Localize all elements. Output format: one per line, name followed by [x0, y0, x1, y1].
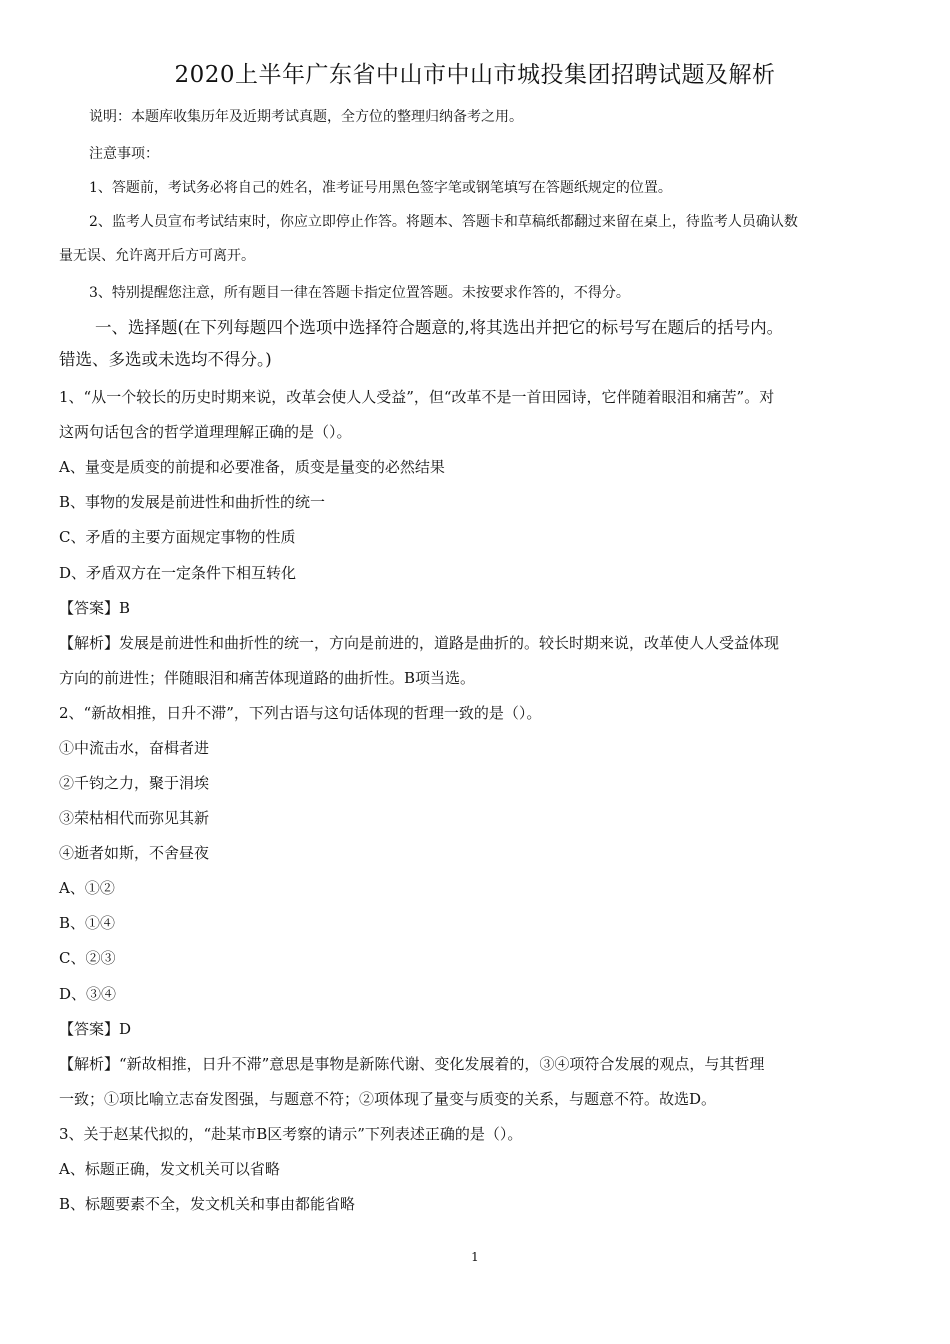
attention-label: 注意事项： — [89, 146, 159, 162]
attention-item-3: 3、特别提醒您注意，所有题目一律在答题卡指定位置答题。未按要求作答的，不得分。 — [89, 285, 630, 301]
question-2-analysis: 【解析】“新故相推，日升不滞”意思是事物是新陈代谢、变化发展着的，③④项符合发展的观点，与其哲理 — [59, 1055, 765, 1073]
question-2-option-d: D、③④ — [59, 985, 117, 1003]
question-1-stem-cont: 这两句话包含的哲学道理理解正确的是（）。 — [59, 423, 352, 441]
question-2-answer: 【答案】D — [59, 1020, 132, 1038]
question-3-option-b: B、标题要素不全，发文机关和事由都能省略 — [59, 1195, 356, 1213]
question-2-item-3: ③荣枯相代而弥见其新 — [59, 809, 210, 827]
question-3-stem: 3、关于赵某代拟的，“赴某市B区考察的请示”下列表述正确的是（）。 — [59, 1125, 523, 1143]
attention-item-2: 2、监考人员宣布考试结束时，你应立即停止作答。将题本、答题卡和草稿纸都翻过来留在桌上，待监考人员确认数 — [89, 214, 798, 230]
question-3-option-a: A、标题正确，发文机关可以省略 — [59, 1160, 280, 1178]
question-1-option-c: C、矛盾的主要方面规定事物的性质 — [59, 528, 296, 546]
question-2-analysis-cont: 一致；①项比喻立志奋发图强，与题意不符；②项体现了量变与质变的关系，与题意不符。故选D。 — [59, 1090, 717, 1108]
attention-item-2-cont: 量无误、允许离开后方可离开。 — [59, 248, 255, 264]
question-1-answer: 【答案】B — [59, 599, 131, 617]
section-heading: 一、选择题(在下列每题四个选项中选择符合题意的,将其选出并把它的标号写在题后的括号内。 — [95, 318, 784, 337]
question-2-item-4: ④逝者如斯，不舍昼夜 — [59, 844, 210, 862]
attention-item-1: 1、答题前，考试务必将自己的姓名，准考证号用黑色签字笔或钢笔填写在答题纸规定的位置。 — [89, 180, 672, 196]
question-2-stem: 2、“新故相推，日升不滞”，下列古语与这句话体现的哲理一致的是（）。 — [59, 704, 542, 722]
question-1-option-d: D、矛盾双方在一定条件下相互转化 — [59, 564, 297, 582]
question-1-option-a: A、量变是质变的前提和必要准备，质变是量变的必然结果 — [59, 458, 445, 476]
question-1-stem: 1、“从一个较长的历史时期来说，改革会使人人受益”，但“改革不是一首田园诗，它伴随着眼泪和痛苦”。对 — [59, 388, 775, 406]
document-title: 2020上半年广东省中山市中山市城投集团招聘试题及解析 — [174, 62, 776, 88]
question-2-option-a: A、①② — [59, 879, 115, 897]
question-2-option-c: C、②③ — [59, 949, 116, 967]
question-1-option-b: B、事物的发展是前进性和曲折性的统一 — [59, 493, 326, 511]
question-2-option-b: B、①④ — [59, 914, 116, 932]
page-number: 1 — [471, 1250, 479, 1264]
question-1-analysis-cont: 方向的前进性；伴随眼泪和痛苦体现道路的曲折性。B项当选。 — [59, 669, 476, 687]
question-2-item-2: ②千钧之力，聚于涓埃 — [59, 774, 210, 792]
section-heading-cont: 错选、多选或未选均不得分。) — [59, 350, 272, 369]
question-1-analysis: 【解析】发展是前进性和曲折性的统一，方向是前进的，道路是曲折的。较长时期来说，改革使人人受益体现 — [59, 634, 780, 652]
intro-note: 说明：本题库收集历年及近期考试真题，全方位的整理归纳备考之用。 — [89, 109, 523, 125]
question-2-item-1: ①中流击水，奋楫者进 — [59, 739, 210, 757]
